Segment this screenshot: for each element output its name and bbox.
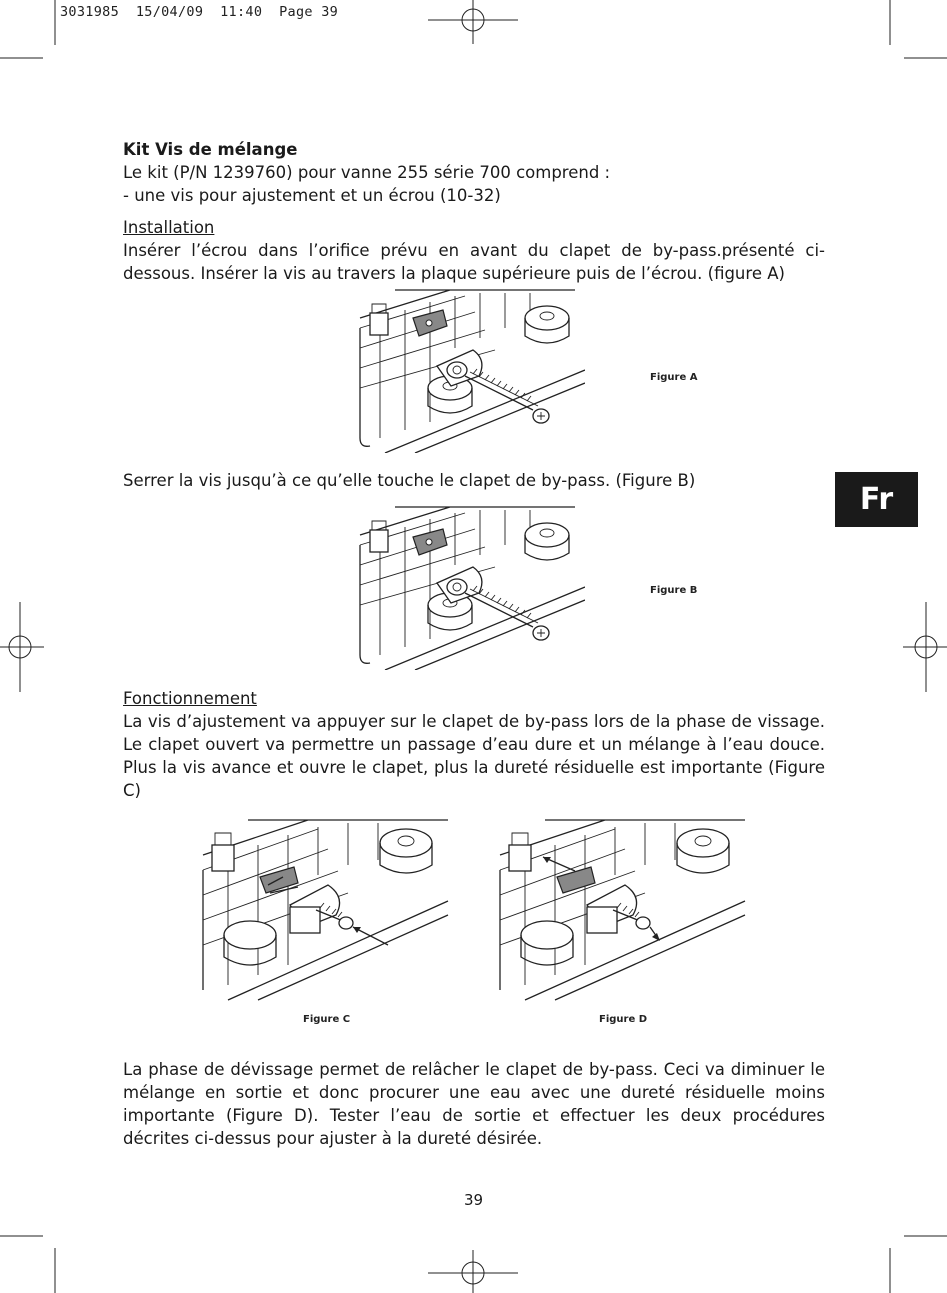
figure-d-illustration: [495, 815, 755, 1005]
figure-b-label: Figure B: [650, 585, 698, 596]
kit-item: - une vis pour ajustement et un écrou (10-32): [123, 186, 501, 205]
registration-mark-right: [903, 602, 947, 692]
tighten-paragraph: Serrer la vis jusqu’à ce qu’elle touche le clapet de by-pass. (Figure B): [123, 471, 696, 490]
installation-heading: Installation: [123, 218, 215, 237]
figure-a-illustration: [355, 288, 585, 453]
figure-c-label: Figure C: [303, 1014, 351, 1025]
printer-slug: 3031985 15/04/09 11:40 Page 39: [60, 4, 339, 20]
closing-paragraph: La phase de dévissage permet de relâcher le clapet de by-pass. Ceci va diminuer le mélange en sortie et donc procurer une eau avec une dureté résiduelle moins importante (Figure D). Tester l’eau de sortie et effectuer les deux procédures décrites ci-dessus pour ajuster à la dureté désirée.: [123, 1060, 825, 1148]
figure-a-label: Figure A: [650, 372, 698, 383]
registration-mark-top: [428, 0, 518, 44]
registration-mark-bottom: [428, 1250, 518, 1293]
figure-c-illustration: [198, 815, 458, 1005]
page-number: 39: [463, 1191, 484, 1209]
language-tab: Fr: [835, 472, 918, 527]
operation-heading: Fonctionnement: [123, 689, 257, 708]
installation-paragraph: Insérer l’écrou dans l’orifice prévu en avant du clapet de by-pass.présenté ci-dessous. Insérer la vis au travers la plaque supérieure puis de l’écrou. (figure A): [123, 241, 825, 283]
figure-d-label: Figure D: [599, 1014, 648, 1025]
operation-paragraph: La vis d’ajustement va appuyer sur le clapet de by-pass lors de la phase de vissage. Le clapet ouvert va permettre un passage d’eau dure et un mélange à l’eau douce. Plus la vis avance et ouvre le clapet, plus la dureté résiduelle est importante (Figure C): [123, 712, 825, 800]
registration-mark-left: [0, 602, 44, 692]
section-title: Kit Vis de mélange: [123, 140, 298, 159]
figure-b-illustration: [355, 505, 585, 670]
kit-description: Le kit (P/N 1239760) pour vanne 255 série 700 comprend :: [123, 163, 611, 182]
